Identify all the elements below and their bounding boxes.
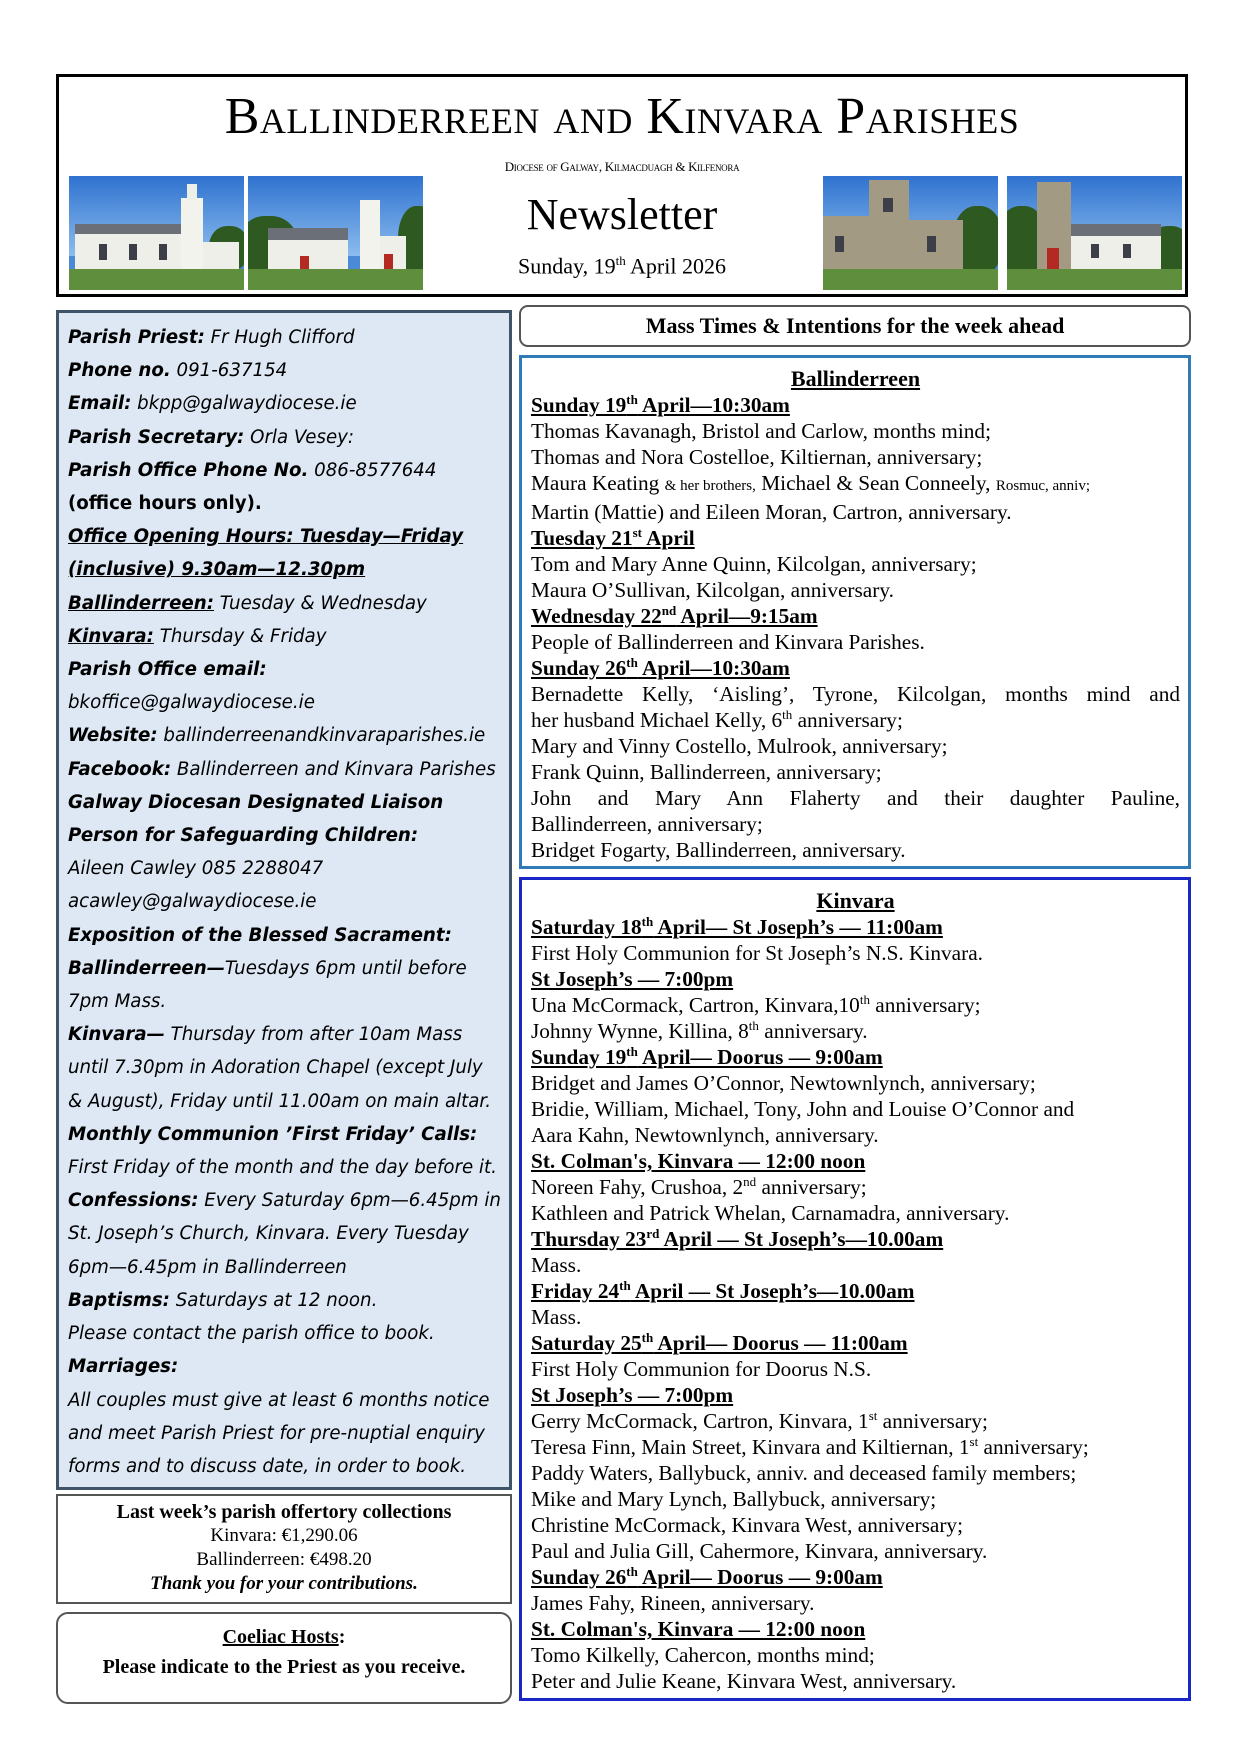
kinvara-heading: Kinvara	[816, 888, 895, 913]
office-email-label: Parish Office email:	[68, 659, 267, 681]
coeliac-box	[56, 1612, 512, 1704]
intention-line: James Fahy, Rineen, anniversary.	[531, 1591, 815, 1615]
offertory-thanks: Thank you for your contributions.	[150, 1573, 418, 1594]
liaison-label: Galway Diocesan Designated Liaison Person for Safeguarding Children:	[68, 791, 444, 847]
communion-label: Monthly Communion ’First Friday’ Calls:	[68, 1123, 478, 1145]
intention-line: Aara Kahn, Newtownlynch, anniversary.	[531, 1123, 879, 1147]
phone-number: Phone no. 091-637154	[68, 360, 288, 382]
church-photo-3	[823, 176, 998, 290]
offertory-kinvara: Kinvara: €1,290.06	[210, 1525, 358, 1546]
liaison-name: Aileen Cawley 085 2288047	[68, 858, 324, 880]
mass-times-heading: Mass Times & Intentions for the week ahead	[519, 305, 1191, 347]
kinvara-office-days: Kinvara: Thursday & Friday	[68, 625, 327, 647]
mass-day-heading: Tuesday 21st April	[531, 524, 695, 550]
coeliac-text: Please indicate to the Priest as you receive.	[102, 1656, 466, 1678]
intention-line: Maura Keating & her brothers, Michael & Sean Conneely, Rosmuc, anniv;	[531, 471, 1090, 495]
communion: First Friday of the month and the day before it.	[68, 1157, 497, 1179]
church-photo-2	[248, 176, 423, 290]
intention-line: First Holy Communion for Doorus N.S.	[531, 1357, 872, 1381]
mass-day-heading: Sunday 19th April— Doorus — 9:00am	[531, 1043, 883, 1069]
intention-line: First Holy Communion for St Joseph’s N.S. Kinvara.	[531, 941, 983, 965]
intention-line: Ballinderreen, anniversary;	[531, 812, 763, 836]
ballinderreen-heading: Ballinderreen	[790, 366, 921, 391]
intention-line: Kathleen and Patrick Whelan, Carnamadra, anniversary.	[531, 1201, 1010, 1225]
baptisms-note: Please contact the parish office to book.	[68, 1323, 435, 1345]
ballinderreen-office-days: Ballinderreen: Tuesday & Wednesday	[68, 592, 427, 614]
intention-line: Tomo Kilkelly, Cahercon, months mind;	[531, 1643, 875, 1667]
exposition-ballinderreen: Ballinderreen—Tuesdays 6pm until before 7pm Mass.	[68, 957, 467, 1013]
liaison-email: acawley@galwaydiocese.ie	[68, 891, 317, 913]
intention-line: Mary and Vinny Costello, Mulrook, anniversary;	[531, 734, 948, 758]
email: Email: bkpp@galwaydiocese.ie	[68, 393, 357, 415]
kinvara-mass-box	[519, 877, 1191, 1701]
mass-day-heading: St. Colman's, Kinvara — 12:00 noon	[531, 1617, 866, 1641]
intention-line: Bernadette Kelly, ‘Aisling’, Tyrone, Kilcolgan, months mind and	[531, 682, 1180, 706]
mass-day-heading: Thursday 23rd April — St Joseph’s—10.00am	[531, 1225, 944, 1251]
intention-line: Maura O’Sullivan, Kilcolgan, anniversary.	[531, 578, 894, 602]
church-photo-4	[1007, 176, 1182, 290]
baptisms: Baptisms: Saturdays at 12 noon.	[68, 1289, 378, 1311]
intention-line: Mass.	[531, 1305, 582, 1329]
mass-day-heading: St Joseph’s — 7:00pm	[531, 1383, 734, 1407]
mass-day-heading: Wednesday 22nd April—9:15am	[531, 602, 818, 628]
intention-line: Una McCormack, Cartron, Kinvara,10th anniversary;	[531, 991, 981, 1017]
intention-line: Bridget Fogarty, Ballinderreen, anniversary.	[531, 838, 906, 862]
mass-day-heading: Saturday 25th April— Doorus — 11:00am	[531, 1329, 908, 1355]
office-email: bkoffice@galwaydiocese.ie	[68, 692, 315, 714]
mass-day-heading: Friday 24th April — St Joseph’s—10.00am	[531, 1277, 915, 1303]
parish-title: Ballinderreen and Kinvara Parishes	[224, 88, 1020, 145]
diocese-subtitle: Diocese of Galway, Kilmacduagh & Kilfenora	[504, 159, 740, 174]
intention-line: Thomas and Nora Costelloe, Kiltiernan, anniversary;	[531, 445, 983, 469]
website: Website: ballinderreenandkinvaraparishes.ie	[68, 725, 486, 747]
parish-secretary: Parish Secretary: Orla Vesey:	[68, 426, 355, 448]
intention-line: her husband Michael Kelly, 6th anniversary;	[531, 706, 903, 732]
mass-day-heading: Saturday 18th April— St Joseph’s — 11:00am	[531, 913, 943, 939]
intention-line: Mike and Mary Lynch, Ballybuck, anniversary;	[531, 1487, 937, 1511]
intention-line: Paddy Waters, Ballybuck, anniv. and deceased family members;	[531, 1461, 1077, 1485]
intention-line: John and Mary Ann Flaherty and their daughter Pauline,	[531, 786, 1180, 810]
intention-line: Martin (Mattie) and Eileen Moran, Cartron, anniversary.	[531, 500, 1012, 524]
mass-day-heading: St Joseph’s — 7:00pm	[531, 967, 734, 991]
newsletter-title: Newsletter	[526, 190, 718, 239]
intention-line: Teresa Finn, Main Street, Kinvara and Kiltiernan, 1st anniversary;	[531, 1433, 1089, 1459]
newsletter-header	[56, 74, 1188, 297]
mass-day-heading: St. Colman's, Kinvara — 12:00 noon	[531, 1149, 866, 1173]
intention-line: Frank Quinn, Ballinderreen, anniversary;	[531, 760, 882, 784]
office-hours: Office Opening Hours: Tuesday—Friday (inclusive) 9.30am—12.30pm	[68, 526, 464, 581]
intention-line: Paul and Julia Gill, Cahermore, Kinvara, anniversary.	[531, 1539, 988, 1563]
exposition-label: Exposition of the Blessed Sacrament:	[68, 924, 452, 946]
intention-line: Gerry McCormack, Cartron, Kinvara, 1st anniversary;	[531, 1407, 988, 1433]
intention-line: Peter and Julie Keane, Kinvara West, anniversary.	[531, 1669, 957, 1693]
intention-line: Mass.	[531, 1253, 582, 1277]
intention-line: Christine McCormack, Kinvara West, anniversary;	[531, 1513, 963, 1537]
confessions: Confessions: Every Saturday 6pm—6.45pm in St. Joseph’s Church, Kinvara. Every Tuesday 6pm—6.45pm in Ballinderreen	[68, 1190, 501, 1278]
intention-line: Bridget and James O’Connor, Newtownlynch, anniversary;	[531, 1071, 1036, 1095]
mass-day-heading: Sunday 19th April—10:30am	[531, 391, 790, 417]
church-photo-1	[69, 176, 244, 290]
intention-line: Tom and Mary Anne Quinn, Kilcolgan, anniversary;	[531, 552, 977, 576]
facebook: Facebook: Ballinderreen and Kinvara Parishes	[68, 758, 496, 780]
exposition-kinvara: Kinvara— Thursday from after 10am Mass until 7.30pm in Adoration Chapel (except July & August), Friday until 11.00am on main altar.	[68, 1024, 492, 1112]
offertory-box	[56, 1494, 512, 1604]
intention-line: Bridie, William, Michael, Tony, John and Louise O’Connor and	[531, 1097, 1075, 1121]
marriages-label: Marriages:	[68, 1356, 179, 1378]
mass-day-heading: Sunday 26th April— Doorus — 9:00am	[531, 1563, 883, 1589]
intention-line: People of Ballinderreen and Kinvara Parishes.	[531, 630, 925, 654]
mass-day-heading: Sunday 26th April—10:30am	[531, 654, 790, 680]
intention-line: Thomas Kavanagh, Bristol and Carlow, months mind;	[531, 419, 991, 443]
intention-line: Johnny Wynne, Killina, 8th anniversary.	[531, 1017, 868, 1043]
parish-info-panel	[56, 310, 512, 1490]
ballinderreen-mass-box	[519, 355, 1191, 869]
parish-priest: Parish Priest: Fr Hugh Clifford	[68, 327, 355, 348]
newsletter-date: Sunday, 19th April 2026	[518, 253, 726, 279]
marriages: All couples must give at least 6 months notice and meet Parish Priest for pre-nuptial enquiry forms and to discuss date, in order to book.	[68, 1389, 490, 1477]
intention-line: Noreen Fahy, Crushoa, 2nd anniversary;	[531, 1173, 867, 1199]
office-phone: Parish Office Phone No. 086-8577644 (office hours only).	[68, 459, 437, 515]
coeliac-heading: Coeliac Hosts:	[222, 1626, 346, 1648]
offertory-ballinderreen: Ballinderreen: €498.20	[196, 1549, 372, 1570]
offertory-heading: Last week’s parish offertory collections	[116, 1501, 452, 1523]
